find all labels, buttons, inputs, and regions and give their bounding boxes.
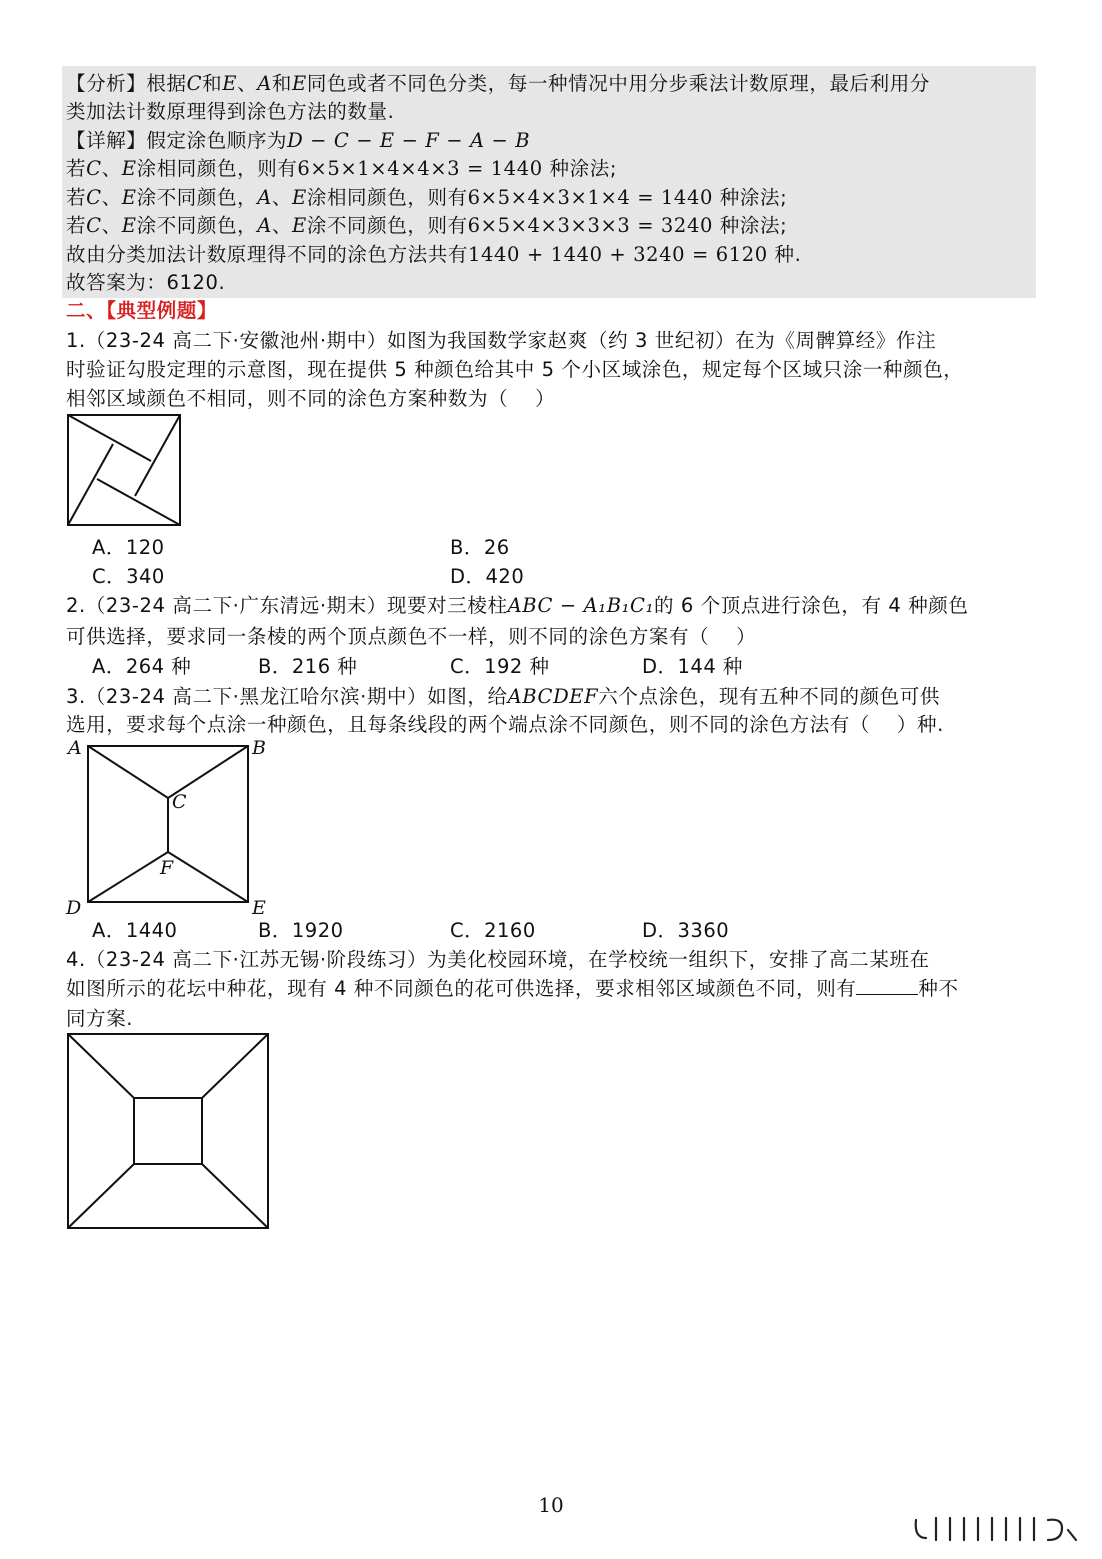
q1-option-d[interactable]: D．420 bbox=[450, 565, 525, 588]
q4-line-2: 如图所示的花坛中种花，现有 4 种不同颜色的花可供选择，要求相邻区域颜色不同，则有 种不 bbox=[66, 977, 959, 1000]
q2-line-2: 可供选择，要求同一条棱的两个顶点颜色不一样，则不同的涂色方案有（ ） bbox=[66, 625, 757, 648]
point-label-d: D bbox=[66, 897, 82, 919]
q2-option-b[interactable]: B．216 种 bbox=[258, 655, 358, 678]
q2-option-a[interactable]: A．264 种 bbox=[92, 655, 192, 678]
page-number: 10 bbox=[538, 1493, 564, 1517]
q3-square-figure bbox=[86, 744, 252, 906]
analysis-case-2: 若C、E涂不同颜色，A、E涂相同颜色，则有6×5×4×3×1×4 = 1440 种涂法; bbox=[66, 186, 788, 209]
analysis-answer: 故答案为：6120. bbox=[66, 271, 226, 294]
q3-option-d[interactable]: D．3360 bbox=[642, 919, 730, 942]
q1-line-3: 相邻区域颜色不相同，则不同的涂色方案种数为（ ） bbox=[66, 387, 556, 410]
analysis-line-1: 【分析】根据C和E、A和E同色或者不同色分类，每一种情况中用分步乘法计数原理，最后利用分 bbox=[66, 72, 930, 95]
watermark-logo bbox=[912, 1514, 1078, 1544]
q3-line-2: 选用，要求每个点涂一种颜色，且每条线段的两个端点涂不同颜色，则不同的涂色方法有（ ）种. bbox=[66, 713, 944, 736]
q4-flowerbed-figure bbox=[66, 1032, 270, 1230]
section-title: 二、【典型例题】 bbox=[66, 299, 218, 322]
q1-option-b[interactable]: B．26 bbox=[450, 536, 510, 559]
point-label-f: F bbox=[160, 857, 174, 879]
analysis-case-3: 若C、E涂不同颜色，A、E涂不同颜色，则有6×5×4×3×3×3 = 3240 种涂法; bbox=[66, 214, 788, 237]
point-label-a: A bbox=[68, 737, 82, 759]
q3-option-c[interactable]: C．2160 bbox=[450, 919, 536, 942]
point-label-b: B bbox=[252, 737, 266, 759]
analysis-detail-line: 【详解】假定涂色顺序为D − C − E − F − A − B bbox=[66, 129, 531, 152]
q1-option-a[interactable]: A．120 bbox=[92, 536, 165, 559]
q4-line-1: 4.（23-24 高二下·江苏无锡·阶段练习）为美化校园环境，在学校统一组织下，安排了高二某班在 bbox=[66, 948, 930, 971]
analysis-line-2: 类加法计数原理得到涂色方法的数量. bbox=[66, 100, 395, 123]
q2-line-1: 2.（23-24 高二下·广东清远·期末）现要对三棱柱ABC − A₁B₁C₁的 6 个顶点进行涂色，有 4 种颜色 bbox=[66, 594, 969, 617]
q3-option-b[interactable]: B．1920 bbox=[258, 919, 344, 942]
answer-blank[interactable] bbox=[856, 976, 918, 995]
q2-option-d[interactable]: D．144 种 bbox=[642, 655, 743, 678]
q3-line-1: 3.（23-24 高二下·黑龙江哈尔滨·期中）如图，给ABCDEF六个点涂色，现有五种不同的颜色可供 bbox=[66, 685, 940, 708]
analysis-sum: 故由分类加法计数原理得不同的涂色方法共有1440 + 1440 + 3240 = 6120 种. bbox=[66, 243, 802, 266]
q3-option-a[interactable]: A．1440 bbox=[92, 919, 178, 942]
point-label-e: E bbox=[252, 897, 266, 919]
q1-pinwheel-figure bbox=[66, 413, 182, 527]
q1-option-c[interactable]: C．340 bbox=[92, 565, 165, 588]
point-label-c: C bbox=[172, 791, 187, 813]
q2-option-c[interactable]: C．192 种 bbox=[450, 655, 550, 678]
analysis-case-1: 若C、E涂相同颜色，则有6×5×1×4×4×3 = 1440 种涂法; bbox=[66, 157, 617, 180]
q1-line-2: 时验证勾股定理的示意图，现在提供 5 种颜色给其中 5 个小区域涂色，规定每个区域只涂一种颜色， bbox=[66, 358, 964, 381]
q1-line-1: 1.（23-24 高二下·安徽池州·期中）如图为我国数学家赵爽（约 3 世纪初）在为《周髀算经》作注 bbox=[66, 329, 937, 352]
q4-line-3: 同方案. bbox=[66, 1007, 134, 1030]
